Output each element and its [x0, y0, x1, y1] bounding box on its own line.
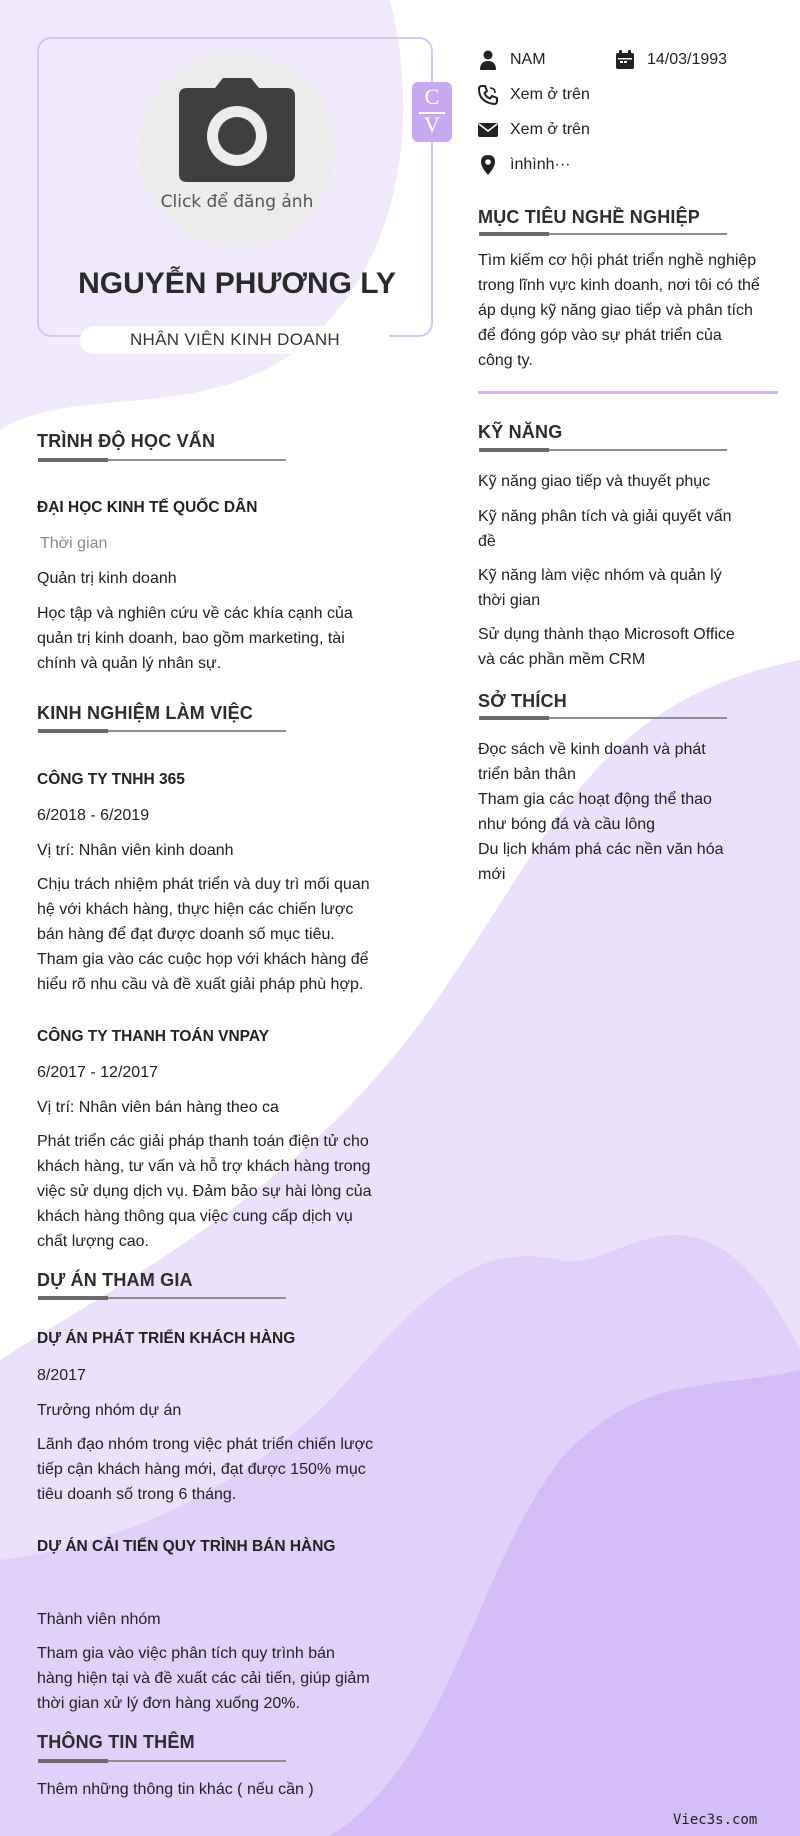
watermark: Viec3s.com — [673, 1812, 758, 1828]
objective-line: để đóng góp vào sự phát triển của — [478, 327, 722, 344]
project-desc-line: tiêu doanh số trong 6 tháng. — [37, 1486, 237, 1503]
job-position: Vị trí: Nhân viên bán hàng theo ca — [37, 1099, 279, 1116]
job-title: NHÂN VIÊN KINH DOANH — [80, 326, 390, 354]
skill-item — [478, 504, 732, 554]
job-period: 6/2018 - 6/2019 — [37, 807, 150, 824]
skill-line: Sử dụng thành thạo Microsoft Office — [478, 626, 735, 643]
education-desc-line: quản trị kinh doanh, bao gồm marketing, tài — [37, 630, 345, 647]
skill-item — [478, 563, 722, 613]
avatar-upload[interactable] — [139, 52, 335, 248]
job-description — [37, 872, 370, 997]
project-desc-line: thời gian xử lý đơn hàng xuống 20%. — [37, 1695, 300, 1712]
hobby-line: Tham gia các hoạt động thể thao — [478, 791, 712, 808]
objective-text — [478, 248, 760, 373]
phone-icon — [478, 85, 498, 105]
job-desc-line: hệ với khách hàng, thực hiện các chiến lược — [37, 901, 354, 918]
skill-line: đề — [478, 533, 496, 550]
hobbies-heading-rule — [479, 717, 727, 719]
objective-line: công ty. — [478, 352, 533, 369]
contact-gender — [478, 50, 546, 70]
job-desc-line: khách hàng thông qua việc cung cấp dịch vụ — [37, 1208, 353, 1225]
education-heading: TRÌNH ĐỘ HỌC VẤN — [37, 431, 216, 451]
experience-heading-rule — [38, 730, 286, 732]
projects-heading-rule — [38, 1297, 286, 1299]
education-description — [37, 601, 353, 676]
profile-card — [37, 37, 433, 337]
extra-heading: THÔNG TIN THÊM — [37, 1732, 195, 1752]
project-name: DỰ ÁN CẢI TIẾN QUY TRÌNH BÁN HÀNG — [37, 1538, 336, 1555]
objective-line: Tìm kiếm cơ hội phát triển nghề nghiệp — [478, 252, 757, 269]
skill-line: Kỹ năng phân tích và giải quyết vấn — [478, 508, 732, 525]
contact-birthdate — [615, 50, 727, 70]
contact-address — [478, 155, 570, 175]
job-description — [37, 1129, 372, 1254]
job-desc-line: Chịu trách nhiệm phát triển và duy trì mối quan — [37, 876, 370, 893]
education-heading-rule — [38, 459, 286, 461]
full-name: NGUYỄN PHƯƠNG LY — [78, 267, 396, 300]
job-desc-line: Tham gia vào các cuộc họp với khách hàng để — [37, 951, 369, 968]
gender-value: NAM — [510, 51, 546, 68]
hobby-line: như bóng đá và cầu lông — [478, 816, 656, 833]
extra-heading-rule — [38, 1760, 286, 1762]
project-date: 8/2017 — [37, 1367, 86, 1384]
skill-line: thời gian — [478, 592, 541, 609]
contact-phone — [478, 85, 590, 105]
project-role: Trưởng nhóm dự án — [37, 1402, 182, 1419]
job-desc-line: khách hàng, tư vấn và hỗ trợ khách hàng trong — [37, 1158, 371, 1175]
job-position: Vị trí: Nhân viên kinh doanh — [37, 842, 234, 859]
cv-badge-c: C — [424, 84, 440, 109]
project-name: DỰ ÁN PHÁT TRIỂN KHÁCH HÀNG — [37, 1330, 296, 1347]
objective-line: trong lĩnh vực kinh doanh, nơi tôi có thể — [478, 277, 760, 294]
phone-value: Xem ở trên — [510, 86, 590, 103]
person-icon — [478, 50, 498, 70]
skill-item — [478, 622, 735, 672]
location-pin-icon — [478, 155, 498, 175]
projects-heading: DỰ ÁN THAM GIA — [37, 1270, 193, 1290]
email-value: Xem ở trên — [510, 121, 590, 138]
project-desc-line: hàng hiện tại và đề xuất các cải tiến, giúp giảm — [37, 1670, 370, 1687]
calendar-icon — [615, 50, 635, 70]
job-period: 6/2017 - 12/2017 — [37, 1064, 158, 1081]
project-role: Thành viên nhóm — [37, 1611, 161, 1628]
hobby-line: Đọc sách về kinh doanh và phát — [478, 741, 706, 758]
section-divider — [478, 391, 778, 394]
job-desc-line: việc sử dụng dịch vụ. Đảm bảo sự hài lòng của — [37, 1183, 372, 1200]
job-company: CÔNG TY TNHH 365 — [37, 771, 185, 788]
avatar-caption: Click để đăng ảnh — [160, 192, 314, 212]
experience-heading: KINH NGHIỆM LÀM VIỆC — [37, 703, 254, 723]
education-desc-line: chính và quản lý nhân sự. — [37, 655, 222, 672]
skills-heading-rule — [479, 449, 727, 451]
hobby-line: Du lịch khám phá các nền văn hóa — [478, 841, 724, 858]
job-desc-line: bán hàng để đạt được doanh số mục tiêu. — [37, 926, 335, 943]
skill-line: và các phần mềm CRM — [478, 651, 646, 668]
project-description — [37, 1641, 370, 1716]
education-time: Thời gian — [40, 535, 108, 552]
school-name: ĐẠI HỌC KINH TẾ QUỐC DÂN — [37, 499, 258, 516]
job-desc-line: chất lượng cao. — [37, 1233, 149, 1250]
job-desc-line: Phát triển các giải pháp thanh toán điện tử cho — [37, 1133, 369, 1150]
cv-badge-v: V — [424, 112, 440, 137]
skill-line: Kỹ năng giao tiếp và thuyết phục — [478, 473, 711, 490]
hobbies-heading: SỞ THÍCH — [478, 691, 567, 711]
objective-heading: MỤC TIÊU NGHỀ NGHIỆP — [478, 207, 701, 227]
job-company: CÔNG TY THANH TOÁN VNPAY — [37, 1028, 269, 1045]
education-major: Quản trị kinh doanh — [37, 570, 177, 587]
job-desc-line: hiểu rõ nhu cầu và đề xuất giải pháp phù hợp. — [37, 976, 364, 993]
extra-text: Thêm những thông tin khác ( nếu cần ) — [37, 1781, 314, 1798]
project-desc-line: Lãnh đạo nhóm trong việc phát triển chiến lược — [37, 1436, 374, 1453]
education-desc-line: Học tập và nghiên cứu về các khía cạnh của — [37, 605, 353, 622]
contact-email — [478, 120, 590, 140]
cv-badge — [412, 82, 452, 142]
hobbies-text — [478, 737, 723, 887]
objective-heading-rule — [479, 233, 727, 235]
hobby-line: triển bản thân — [478, 766, 576, 783]
objective-line: áp dụng kỹ năng giao tiếp và phân tích — [478, 302, 753, 319]
project-description — [37, 1432, 373, 1507]
camera-icon — [179, 78, 295, 182]
skill-item — [478, 469, 710, 494]
hobby-line: mới — [478, 866, 506, 883]
skill-line: Kỹ năng làm việc nhóm và quản lý — [478, 567, 722, 584]
project-desc-line: tiếp cận khách hàng mới, đạt được 150% mục — [37, 1461, 366, 1478]
birthdate-value: 14/03/1993 — [647, 51, 728, 68]
project-desc-line: Tham gia vào việc phân tích quy trình bán — [37, 1645, 335, 1662]
skills-heading: KỸ NĂNG — [478, 422, 563, 442]
address-value: ìnhình··· — [510, 156, 571, 173]
envelope-icon — [478, 120, 498, 140]
